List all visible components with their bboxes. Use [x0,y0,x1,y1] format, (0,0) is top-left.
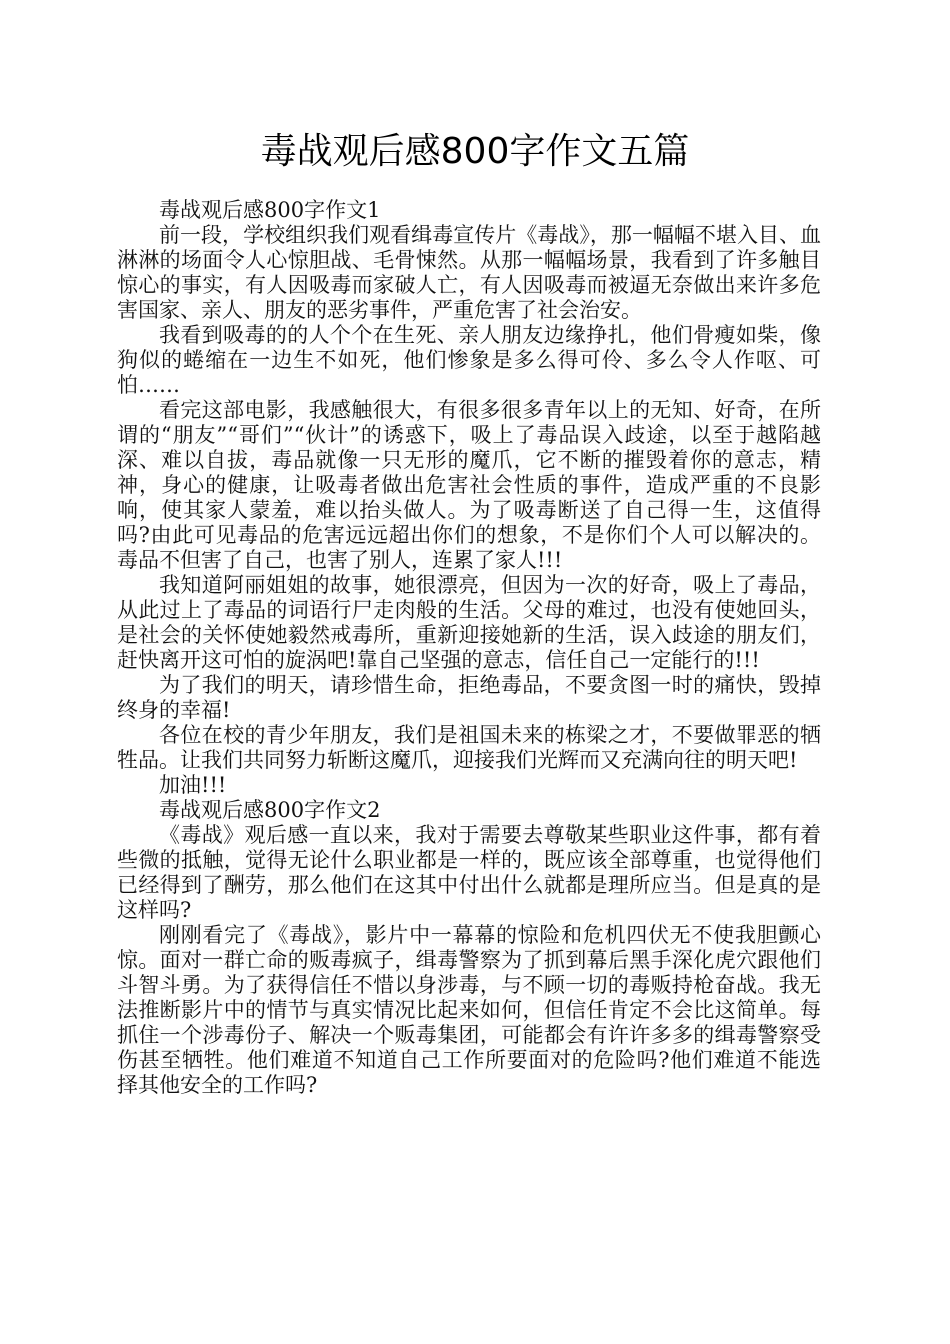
section-heading-2: 毒战观后感800字作文2 [159,798,381,822]
paragraph: 各位在校的青少年朋友，我们是祖国未来的栋梁之才，不要做罪恶的牺牲品。让我们共同努力斩断这魔爪，迎接我们光辉而又充满向往的明天吧! [117,723,821,772]
document-body [117,198,821,1098]
paragraph: 看完这部电影，我感触很大，有很多很多青年以上的无知、好奇，在所谓的“朋友”“哥们”“伙计”的诱惑下，吸上了毒品误入歧途，以至于越陷越深、难以自拔，毒品就像一只无形的魔爪，它不断的摧毁着你的意志，精神，身心的健康，让吸毒者做出危害社会性质的事件，造成严重的不良影响，使其家人蒙羞，难以抬头做人。为了吸毒断送了自己得一生，这值得吗?由此可见毒品的危害远远超出你们的想象，不是你们个人可以解决的。毒品不但害了自己，也害了别人，连累了家人!!! [117,398,821,572]
paragraph: 我看到吸毒的的人个个在生死、亲人朋友边缘挣扎，他们骨瘦如柴，像狗似的蜷缩在一边生不如死，他们惨象是多么得可伶、多么令人作呕、可怕…… [117,323,821,397]
document-title: 毒战观后感800字作文五篇 [260,131,690,172]
paragraph: 前一段，学校组织我们观看缉毒宣传片《毒战》，那一幅幅不堪入目、血淋淋的场面令人心惊胆战、毛骨悚然。从那一幅幅场景，我看到了许多触目惊心的事实，有人因吸毒而家破人亡，有人因吸毒而被逼无奈做出来许多危害国家、亲人、朋友的恶劣事件，严重危害了社会治安。 [117,223,821,322]
section-heading-1: 毒战观后感800字作文1 [159,198,381,222]
paragraph: 加油!!! [159,773,227,797]
paragraph: 《毒战》观后感一直以来，我对于需要去尊敬某些职业这件事，都有着些微的抵触，觉得无论什么职业都是一样的，既应该全部尊重，也觉得他们已经得到了酬劳，那么他们在这其中付出什么就都是理所应当。但是真的是这样吗? [117,823,821,922]
paragraph: 我知道阿丽姐姐的故事，她很漂亮，但因为一次的好奇，吸上了毒品，从此过上了毒品的词语行尸走肉般的生活。父母的难过，也没有使她回头，是社会的关怀使她毅然戒毒所，重新迎接她新的生活，误入歧途的朋友们，赶快离开这可怕的旋涡吧!靠自己坚强的意志，信任自己一定能行的!!! [117,573,821,672]
paragraph: 为了我们的明天，请珍惜生命，拒绝毒品，不要贪图一时的痛快，毁掉终身的幸福! [117,673,821,722]
paragraph: 刚刚看完了《毒战》，影片中一幕幕的惊险和危机四伏无不使我胆颤心惊。面对一群亡命的贩毒疯子，缉毒警察为了抓到幕后黑手深化虎穴跟他们斗智斗勇。为了获得信任不惜以身涉毒，与不顾一切的毒贩持枪奋战。我无法推断影片中的情节与真实情况比起来如何，但信任肯定不会比这简单。每抓住一个涉毒份子、解决一个贩毒集团，可能都会有许许多多的缉毒警察受伤甚至牺牲。他们难道不知道自己工作所要面对的危险吗?他们难道不能选择其他安全的工作吗? [117,923,821,1097]
